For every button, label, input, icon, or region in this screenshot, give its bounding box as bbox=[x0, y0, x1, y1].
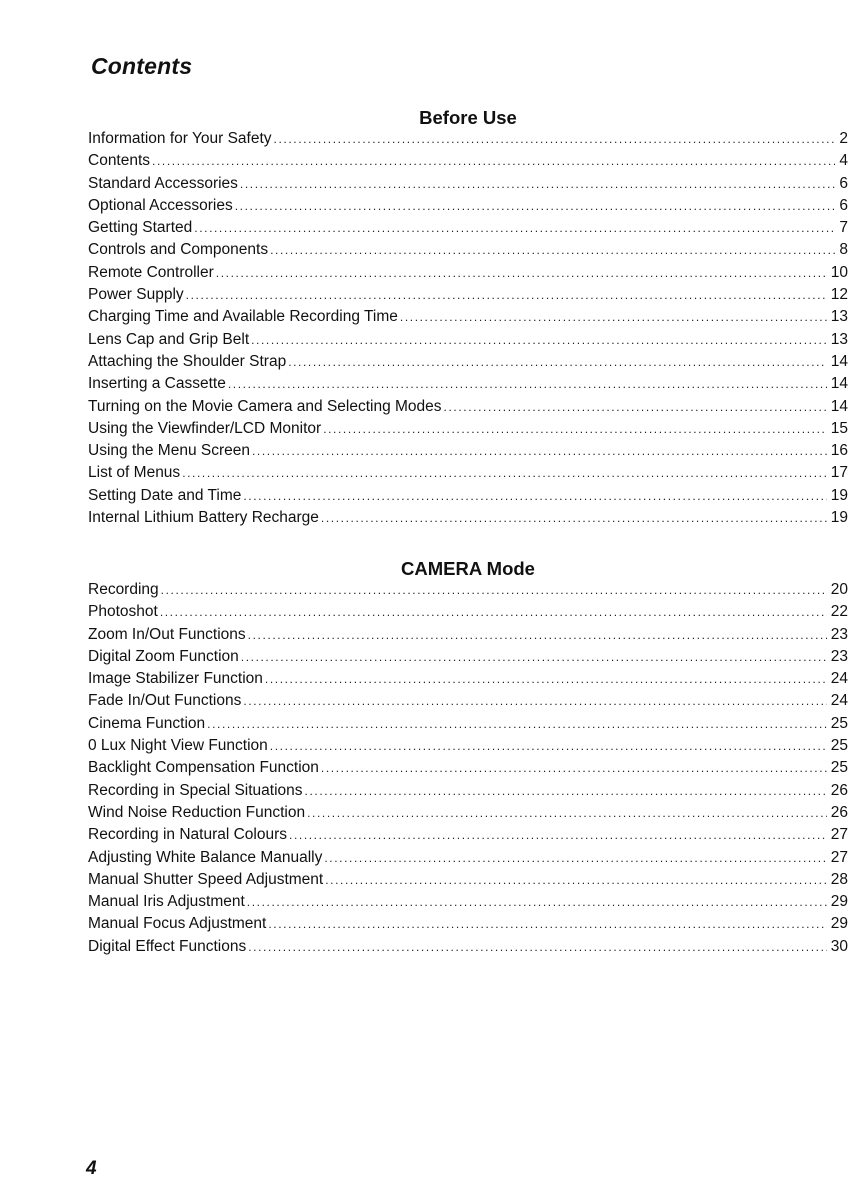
toc-entry-label: Recording bbox=[88, 581, 159, 598]
toc-entry-label: Lens Cap and Grip Belt bbox=[88, 330, 250, 348]
toc-entry-label: Zoom In/Out Functions bbox=[88, 625, 246, 643]
toc-entry-page-number: 27 bbox=[830, 848, 848, 866]
toc-entry bbox=[88, 442, 848, 464]
toc-entry-page-number: 25 bbox=[830, 759, 848, 777]
toc-entry-page-number: 19 bbox=[830, 509, 848, 527]
toc-entry bbox=[88, 353, 848, 375]
toc-entry bbox=[88, 509, 848, 531]
toc-entry-label: Wind Noise Reduction Function bbox=[88, 803, 306, 821]
dot-leader bbox=[270, 739, 827, 753]
toc-entry bbox=[88, 737, 848, 759]
toc-entry-label: Using the Menu Screen bbox=[88, 442, 250, 460]
section-heading-before-use: Before Use bbox=[419, 107, 517, 128]
toc-entry-page-number: 14 bbox=[830, 375, 848, 393]
toc-entry bbox=[88, 603, 848, 625]
dot-leader bbox=[305, 784, 827, 798]
toc-entry-page-number: 29 bbox=[830, 915, 848, 933]
toc-entry-label: Image Stabilizer Function bbox=[88, 670, 263, 688]
toc-entry-page-number: 2 bbox=[839, 130, 848, 147]
dot-leader bbox=[323, 422, 827, 436]
toc-entry-label: Power Supply bbox=[88, 286, 184, 304]
toc-entry-page-number: 24 bbox=[830, 670, 848, 688]
toc-entry-page-number: 16 bbox=[830, 442, 848, 460]
toc-entry-page-number: 23 bbox=[830, 647, 848, 665]
toc-entry-label: Inserting a Cassette bbox=[88, 375, 226, 393]
page-title: Contents bbox=[91, 53, 193, 79]
toc-entry bbox=[88, 487, 848, 509]
toc-entry-label: Charging Time and Available Recording Time bbox=[88, 308, 398, 326]
dot-leader bbox=[248, 628, 827, 642]
toc-entry-label: Controls and Components bbox=[88, 241, 269, 259]
toc-list-before-use bbox=[88, 130, 848, 531]
toc-entry-label: List of Menus bbox=[88, 464, 181, 482]
dot-leader bbox=[241, 650, 827, 664]
dot-leader bbox=[251, 333, 827, 347]
toc-entry-page-number: 14 bbox=[830, 352, 848, 370]
dot-leader bbox=[152, 154, 835, 168]
dot-leader bbox=[321, 511, 827, 525]
toc-entry bbox=[88, 826, 848, 848]
toc-entry-label: Remote Controller bbox=[88, 263, 214, 281]
toc-entry bbox=[88, 308, 848, 330]
toc-entry bbox=[88, 264, 848, 286]
toc-entry-label: Recording in Special Situations bbox=[88, 781, 303, 799]
toc-entry-page-number: 19 bbox=[830, 486, 848, 504]
toc-entry bbox=[88, 715, 848, 737]
toc-entry-page-number: 27 bbox=[830, 826, 848, 844]
toc-entry-label: Adjusting White Balance Manually bbox=[88, 848, 323, 866]
toc-entry-page-number: 20 bbox=[830, 581, 848, 598]
toc-entry-label: Optional Accessories bbox=[88, 196, 233, 214]
toc-entry-label: 0 Lux Night View Function bbox=[88, 737, 268, 755]
toc-entry bbox=[88, 670, 848, 692]
toc-entry-page-number: 10 bbox=[830, 263, 848, 281]
toc-entry-page-number: 30 bbox=[830, 937, 848, 955]
dot-leader bbox=[288, 355, 827, 369]
toc-entry bbox=[88, 375, 848, 397]
dot-leader bbox=[228, 377, 827, 391]
dot-leader bbox=[307, 806, 827, 820]
toc-entry-page-number: 4 bbox=[839, 152, 848, 170]
toc-entry bbox=[88, 804, 848, 826]
toc-entry bbox=[88, 893, 848, 915]
toc-entry-label: Fade In/Out Functions bbox=[88, 692, 242, 710]
dot-leader bbox=[321, 761, 827, 775]
toc-entry-page-number: 25 bbox=[830, 714, 848, 732]
toc-entry bbox=[88, 692, 848, 714]
toc-entry bbox=[88, 331, 848, 353]
dot-leader bbox=[194, 221, 835, 235]
dot-leader bbox=[247, 895, 827, 909]
toc-entry-label: Standard Accessories bbox=[88, 174, 238, 192]
dot-leader bbox=[400, 310, 827, 324]
dot-leader bbox=[252, 444, 827, 458]
toc-entry-page-number: 26 bbox=[830, 781, 848, 799]
toc-entry bbox=[88, 197, 848, 219]
toc-entry-label: Getting Started bbox=[88, 219, 193, 237]
toc-entry-page-number: 22 bbox=[830, 603, 848, 621]
toc-entry bbox=[88, 175, 848, 197]
page-number: 4 bbox=[86, 1158, 97, 1179]
toc-list-camera-mode bbox=[88, 581, 848, 960]
dot-leader bbox=[324, 851, 826, 865]
dot-leader bbox=[216, 266, 827, 280]
section-heading-camera-mode: CAMERA Mode bbox=[401, 558, 535, 579]
toc-entry bbox=[88, 241, 848, 263]
toc-entry-page-number: 14 bbox=[830, 397, 848, 415]
toc-entry bbox=[88, 759, 848, 781]
toc-entry-label: Attaching the Shoulder Strap bbox=[88, 352, 287, 370]
toc-entry bbox=[88, 648, 848, 670]
toc-entry-page-number: 17 bbox=[830, 464, 848, 482]
toc-entry-page-number: 7 bbox=[839, 219, 848, 237]
toc-entry-label: Recording in Natural Colours bbox=[88, 826, 288, 844]
toc-entry bbox=[88, 938, 848, 960]
toc-entry-page-number: 25 bbox=[830, 737, 848, 755]
dot-leader bbox=[240, 177, 835, 191]
toc-entry-page-number: 8 bbox=[839, 241, 848, 259]
toc-entry-page-number: 28 bbox=[830, 870, 848, 888]
toc-entry bbox=[88, 581, 848, 603]
toc-entry bbox=[88, 152, 848, 174]
toc-entry-page-number: 23 bbox=[830, 625, 848, 643]
dot-leader bbox=[268, 917, 826, 931]
toc-entry-page-number: 12 bbox=[830, 286, 848, 304]
toc-entry bbox=[88, 464, 848, 486]
toc-entry bbox=[88, 915, 848, 937]
toc-entry-label: Setting Date and Time bbox=[88, 486, 242, 504]
toc-entry bbox=[88, 849, 848, 871]
dot-leader bbox=[243, 489, 826, 503]
dot-leader bbox=[160, 605, 827, 619]
toc-entry-page-number: 15 bbox=[830, 419, 848, 437]
dot-leader bbox=[207, 717, 827, 731]
dot-leader bbox=[274, 132, 836, 146]
toc-entry-label: Turning on the Movie Camera and Selecting Modes bbox=[88, 397, 442, 415]
toc-entry bbox=[88, 626, 848, 648]
toc-entry-page-number: 6 bbox=[839, 174, 848, 192]
dot-leader bbox=[444, 400, 827, 414]
dot-leader bbox=[161, 583, 827, 597]
toc-entry-label: Information for Your Safety bbox=[88, 130, 272, 147]
toc-entry bbox=[88, 871, 848, 893]
toc-entry-label: Manual Shutter Speed Adjustment bbox=[88, 870, 324, 888]
toc-entry-label: Internal Lithium Battery Recharge bbox=[88, 509, 319, 527]
toc-entry-label: Digital Effect Functions bbox=[88, 937, 247, 955]
dot-leader bbox=[235, 199, 836, 213]
toc-entry bbox=[88, 420, 848, 442]
dot-leader bbox=[325, 873, 827, 887]
toc-entry-label: Contents bbox=[88, 152, 151, 170]
toc-entry-label: Digital Zoom Function bbox=[88, 647, 239, 665]
dot-leader bbox=[186, 288, 827, 302]
dot-leader bbox=[265, 672, 827, 686]
dot-leader bbox=[243, 694, 826, 708]
dot-leader bbox=[289, 828, 827, 842]
toc-entry bbox=[88, 398, 848, 420]
toc-entry-page-number: 13 bbox=[830, 330, 848, 348]
toc-entry-label: Cinema Function bbox=[88, 714, 206, 732]
toc-entry-page-number: 29 bbox=[830, 893, 848, 911]
toc-entry bbox=[88, 219, 848, 241]
toc-entry-label: Manual Focus Adjustment bbox=[88, 915, 267, 933]
toc-entry-page-number: 6 bbox=[839, 196, 848, 214]
toc-entry-label: Backlight Compensation Function bbox=[88, 759, 319, 777]
dot-leader bbox=[182, 466, 827, 480]
toc-entry-label: Manual Iris Adjustment bbox=[88, 893, 245, 911]
toc-entry-label: Using the Viewfinder/LCD Monitor bbox=[88, 419, 322, 437]
toc-entry bbox=[88, 782, 848, 804]
toc-entry bbox=[88, 130, 848, 152]
toc-entry-page-number: 26 bbox=[830, 803, 848, 821]
toc-entry-page-number: 13 bbox=[830, 308, 848, 326]
dot-leader bbox=[248, 940, 827, 954]
toc-entry bbox=[88, 286, 848, 308]
toc-entry-page-number: 24 bbox=[830, 692, 848, 710]
toc-entry-label: Photoshot bbox=[88, 603, 158, 621]
dot-leader bbox=[270, 243, 835, 257]
